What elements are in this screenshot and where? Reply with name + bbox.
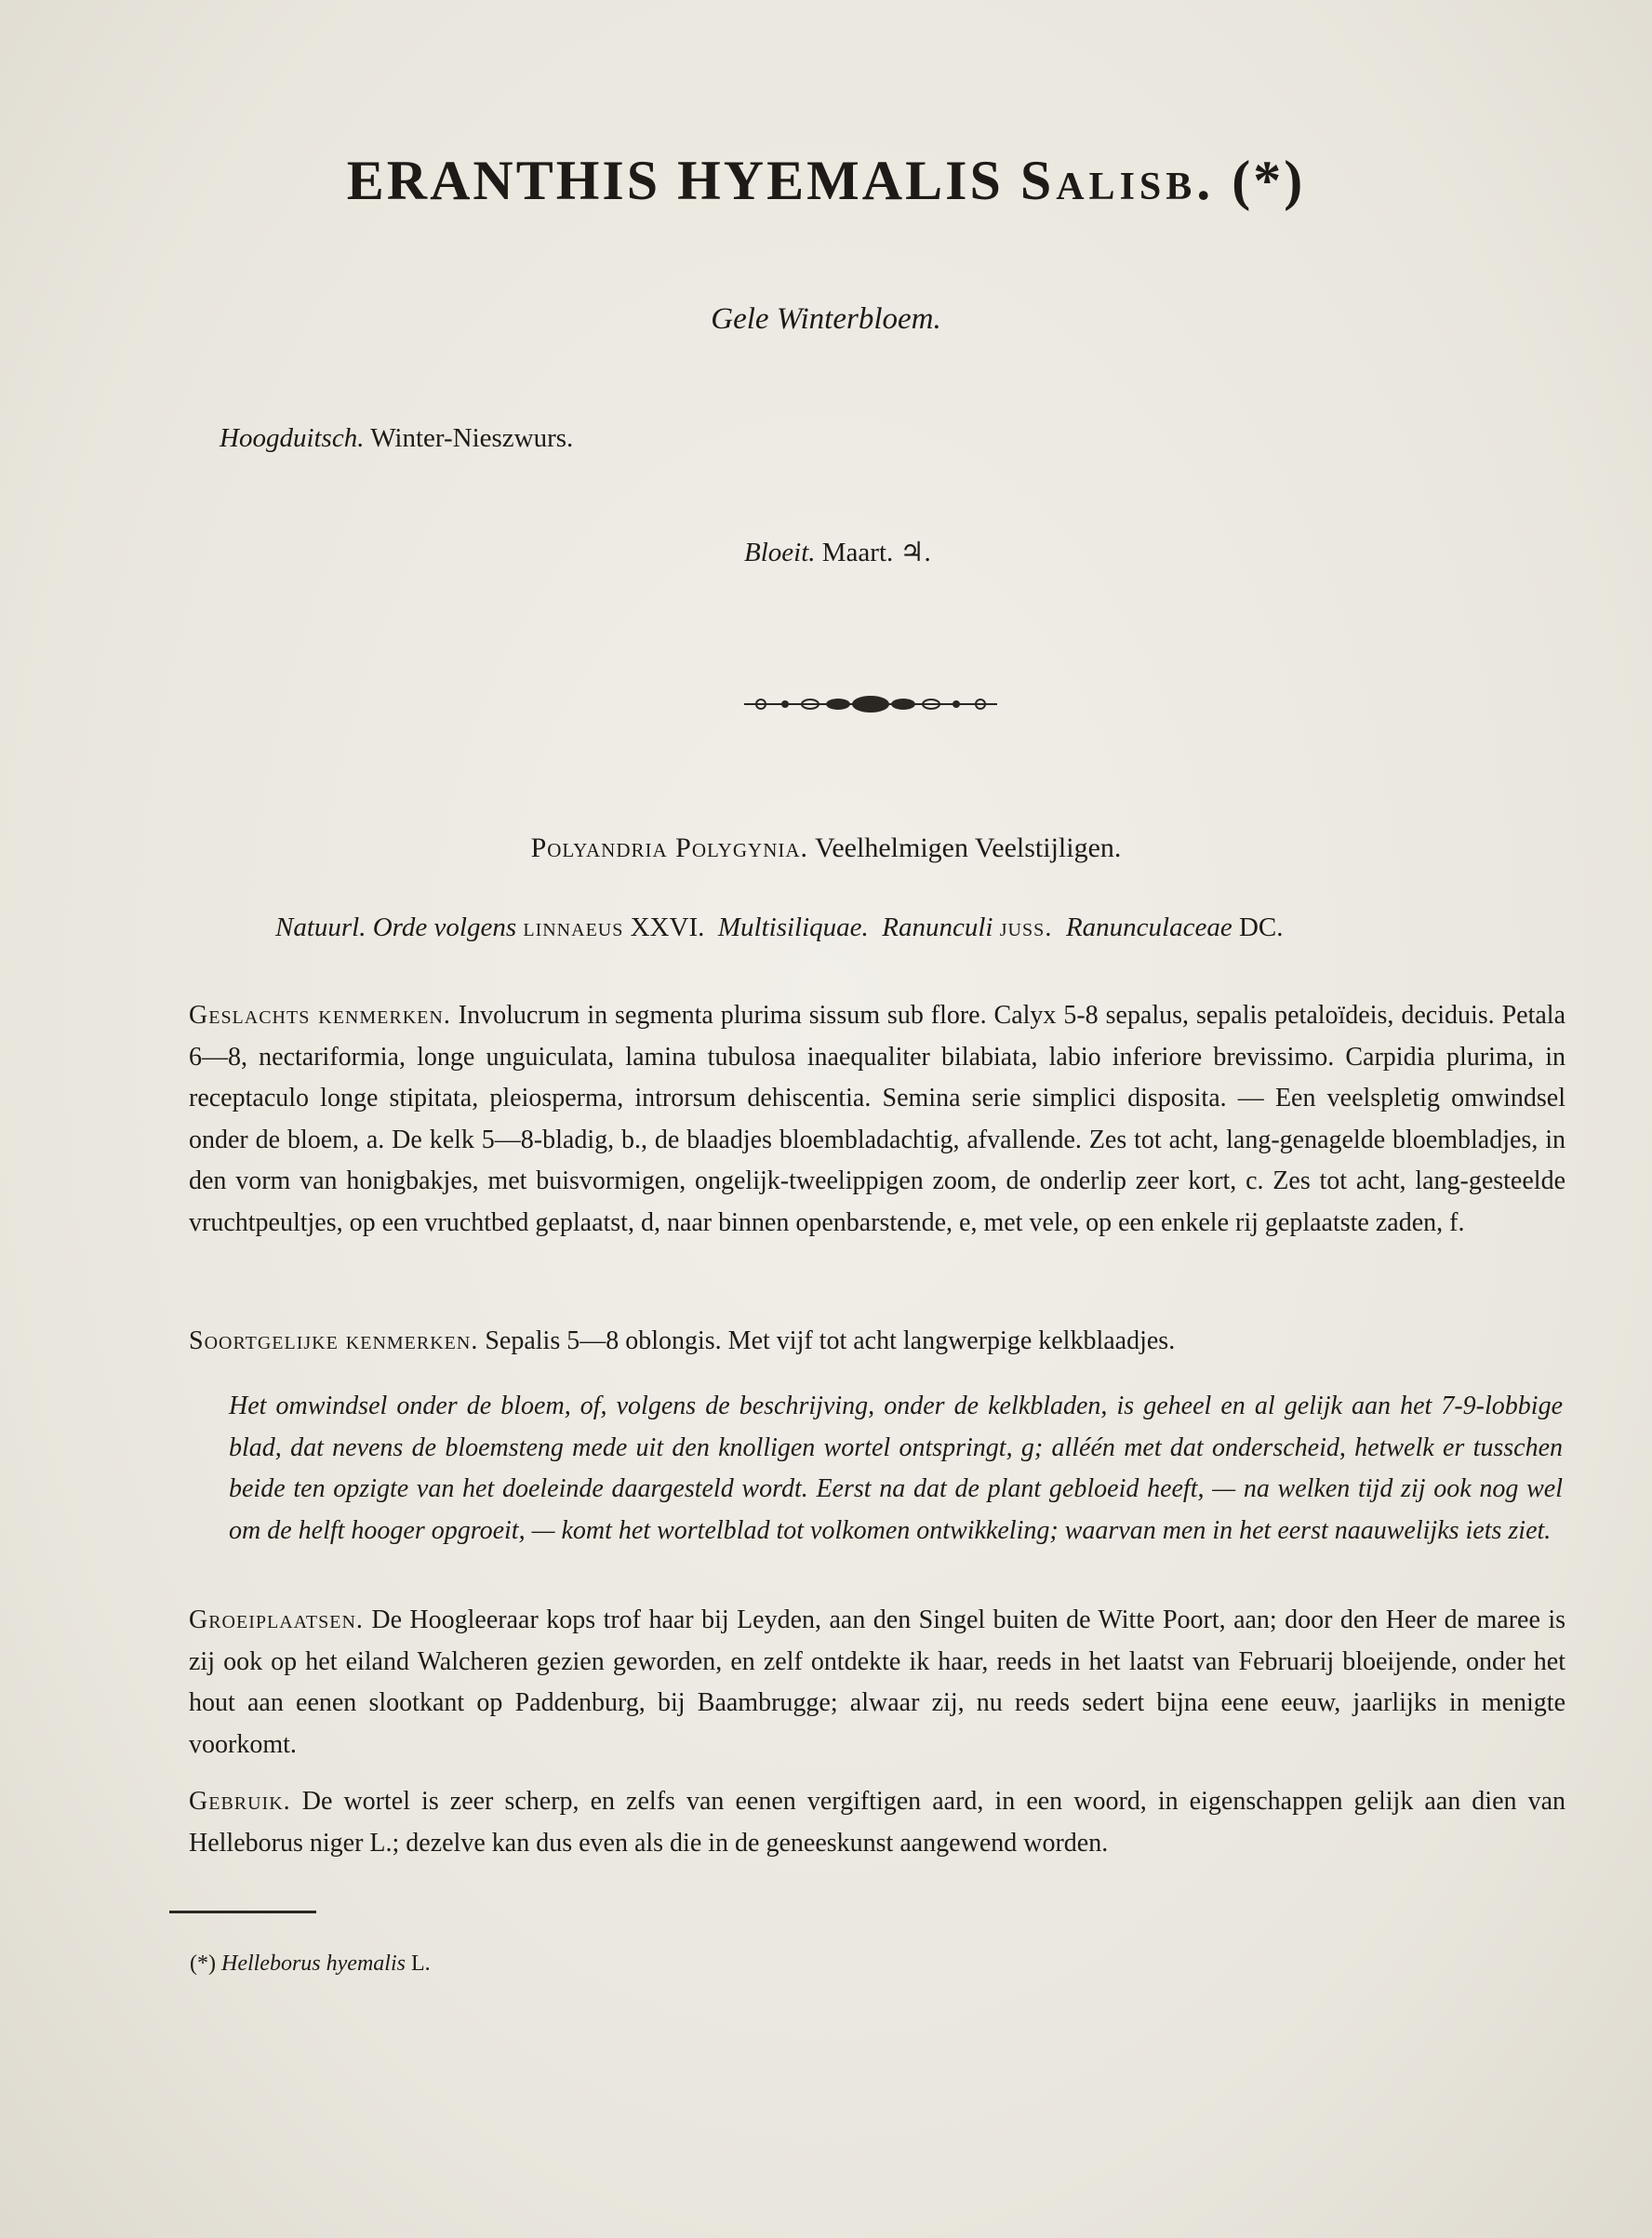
page-title [0, 149, 1652, 213]
usage-label: Gebruik. [189, 1787, 291, 1816]
footnote-author: L. [410, 1952, 431, 1976]
class-dutch: Veelhelmigen Veelstijligen. [815, 833, 1122, 863]
jussieu: juss. [999, 913, 1053, 942]
class-latin: Polyandria Polygynia. [530, 833, 809, 863]
order-number: XXVI. [630, 913, 705, 942]
ornament-divider [740, 690, 1001, 718]
natural-order-label: Natuurl. Orde volgens [275, 913, 517, 942]
localities-text: De Hoogleeraar kops trof haar bij Leyden, aan den Singel buiten de Witte Poort, aan; door den Heer de maree is zij ook op het eiland Walcheren gezien geworden, en zelf ontdekte ik haar, reeds in het laatst van Februarij bloeijende, onder het hout aan eenen slootkant op Paddenburg, bij Baambrugge; alwaar zij, nu reeds sedert bijna eene eeuw, jaarlijks in menigte voorkomt. [189, 1605, 1566, 1759]
title-footnote-mark: (*) [1232, 150, 1306, 211]
title-author: Salisb. [1019, 150, 1216, 211]
linnaean-class [0, 833, 1652, 864]
ranunculaceae: Ranunculaceae [1065, 913, 1232, 942]
natural-order [275, 913, 1578, 943]
footnote-text: Helleborus hyemalis [220, 1952, 406, 1976]
german-name-label: Hoogduitsch. [220, 423, 365, 453]
usage-text: De wortel is zeer scherp, en zelfs van eenen vergiftigen aard, in een woord, in eigenschappen gelijk aan dien van Helleborus niger L.; dezelve kan dus even als die in de geneeskunst aangewend worden. [189, 1787, 1565, 1858]
title-species: ERANTHIS HYEMALIS [346, 150, 1004, 211]
species-characters-text: Sepalis 5—8 oblongis. Met vijf tot acht langwerpige kelkblaadjes. [485, 1326, 1176, 1355]
localities [189, 1600, 1565, 1765]
german-name [220, 423, 573, 454]
german-name-value: Winter-Nieszwurs. [370, 423, 574, 453]
involucre-note: Het omwindsel onder de bloem, of, volgens de beschrijving, onder de kelkbladen, is geheel en al gelijk aan het 7-9-lobbige blad, dat nevens de bloemsteng mede uit den knolligen wortel ontspringt, g; alléén met dat onderscheid, hetwelk er tusschen beide ten opzigte van het doeleinde daargesteld wordt. Eerst na dat de plant gebloeid heeft, — na welken tijd zij ook nog wel om de helft hooger opgroeit, — komt het wortelblad tot volkomen ontwikkeling; waarvan men in het eerst naauwelijks iets ziet. [229, 1392, 1563, 1545]
linnaeus: linnaeus [523, 913, 624, 942]
flowering [744, 536, 931, 568]
footnote-rule [169, 1911, 316, 1913]
flowering-label: Bloeit. [744, 538, 816, 567]
footnote [190, 1952, 431, 1977]
genus-characters [189, 995, 1565, 1244]
perennial-symbol: ♃. [899, 538, 931, 567]
species-characters [189, 1321, 1565, 1363]
localities-label: Groeiplaatsen. [189, 1605, 364, 1634]
ranunculi: Ranunculi [882, 913, 993, 942]
de-candolle: DC. [1238, 913, 1284, 942]
usage [189, 1781, 1565, 1864]
flowering-month: Maart. [821, 538, 894, 567]
multisiliquae: Multisiliquae. [717, 913, 869, 942]
species-characters-label: Soortgelijke kenmerken. [189, 1326, 479, 1355]
genus-characters-text: Involucrum in segmenta plurima sissum sub flore. Calyx 5-8 sepalus, sepalis petaloïdeis, deciduis. Petala 6—8, nectariformia, longe unguiculata, lamina tubulosa inaequaliter bilabiata, labio inferiore brevissimo. Carpidia plurima, in receptaculo longe stipitata, pleiosperma, introrsum dehiscentia. Semina serie simplici disposita. — Een veelspletig omwindsel onder de bloem, a. De kelk 5—8-bladig, b., de blaadjes bloembladachtig, afvallende. Zes tot acht, lang-genagelde bloembladjes, in den vorm van honigbakjes, met buisvormigen, ongelijk-tweelippigen zoom, de onderlip zeer kort, c. Zes tot acht, lang-gesteelde vruchtpeultjes, op een vruchtbed geplaatst, d, naar binnen openbarstende, e, met vele, op een enkele rij geplaatste zaden, f. [189, 1001, 1566, 1237]
footnote-mark: (*) [190, 1952, 216, 1976]
common-name: Gele Winterbloem. [711, 302, 941, 336]
genus-characters-label: Geslachts kenmerken. [189, 1001, 451, 1030]
